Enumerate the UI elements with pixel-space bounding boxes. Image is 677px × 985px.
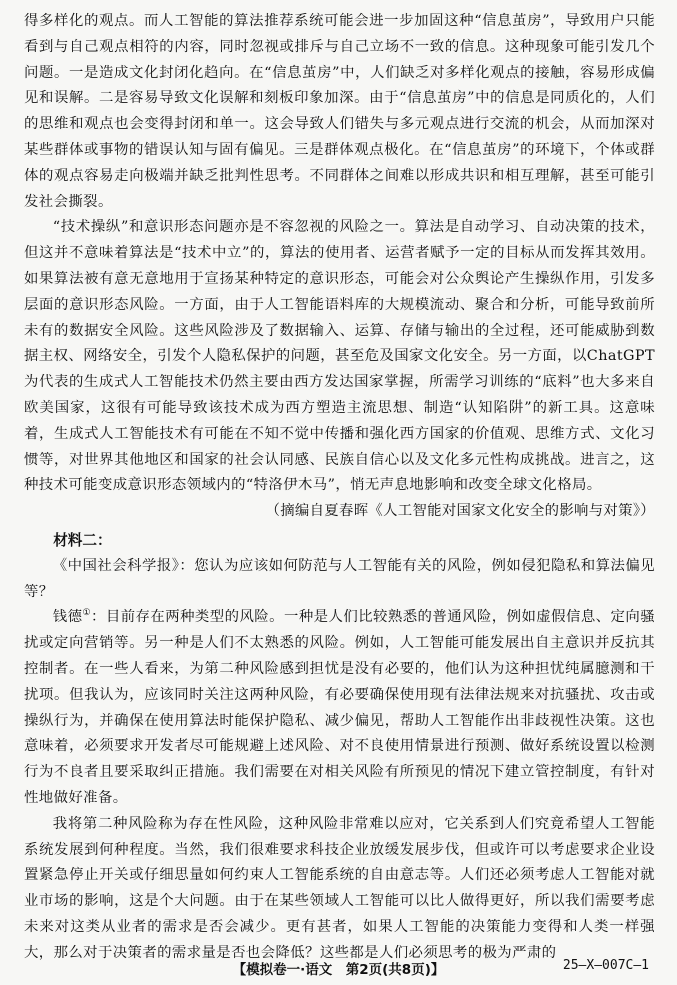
page-footer <box>0 958 677 980</box>
interview-answer <box>24 605 655 811</box>
footer-page-info: 【模拟卷一·语文 第2页(共8页)】 <box>232 962 445 978</box>
footer-exam-code: 25—X—007C—1 <box>562 958 649 973</box>
source-citation: （摘编自夏春晖《人工智能对国家文化安全的影响与对策》） <box>265 503 655 520</box>
interview-question: 《中国社会科学报》：您认为应该如何防范与人工智能有关的风险，例如侵犯隐私和算法偏见等？ <box>24 557 655 600</box>
paragraph-existential-risk: 我将第二种风险称为存在性风险，这种风险非常难以应对，它关系到人们究竟希望人工智能系统发展到何种程度。当然，我们很难要求科技企业放缓发展步伐，但或许可以考虑要求企业设置紧急停止开关或仔细思量如何约束人工智能系统的自由意志等。人们还必须考虑人工智能对就业市场的影响，这是个大问题。由于在某些领域人工智能可以比人做得更好，所以我们需要考虑未来对这类从业者的需求是否会减少。更有甚者，如果人工智能的决策能力变得和人类一样强大，那么对于决策者的需求量是否也会降低？这些都是人们必须思考的极为严肃的 <box>24 815 655 961</box>
answer-text: ：目前存在两种类型的风险。一种是人们比较熟悉的普通风险，例如虚假信息、定向骚扰或定向营销等。另一种是人们不太熟悉的风险。例如，人工智能可能发展出自主意识并反抗其控制者。在一些人看来，为第二种风险感到担忧是没有必要的，他们认为这种担忧纯属臆测和干扰项。但我认为，应该同时关注这两种风险，有必要确保使用现有法律法规来对抗骚扰、攻击或操纵行为，并确保在使用算法时能保护隐私、减少偏见，帮助人工智能作出非歧视性决策。这也意味着，必须要求开发者尽可能规避上述风险、对不良使用情景进行预测、做好系统设置以检测行为不良者且要采取纠正措施。我们需要在对相关风险有所预见的情况下建立管控制度，有针对性地做好准备。 <box>24 609 655 806</box>
footnote-marker: ① <box>82 608 92 619</box>
speaker-name: 钱德 <box>52 609 83 626</box>
material-two-heading: 材料二： <box>53 531 112 549</box>
paragraph-technology-manipulation: “技术操纵”和意识形态问题亦是不容忽视的风险之一。算法是自动学习、自动决策的技术，但这并不意味着算法是“技术中立”的，算法的使用者、运营者赋予一定的目标从而发挥其效用。如果算法被有意无意地用于宣扬某种特定的意识形态，可能会对公众舆论产生操纵作用，引发多层面的意识形态风险。一方面，由于人工智能语料库的大规模流动、聚合和分析，可能导致前所未有的数据安全风险。这些风险涉及了数据输入、运算、存储与输出的全过程，还可能威胁到数据主权、网络安全，引发个人隐私保护的问题，甚至危及国家文化安全。另一方面，以ChatGPT为代表的生成式人工智能技术仍然主要由西方发达国家掌握，所需学习训练的“底料”也大多来自欧美国家，这很有可能导致该技术成为西方塑造主流思想、制造“认知陷阱”的新工具。这意味着，生成式人工智能技术有可能在不知不觉中传播和强化西方国家的价值观、思维方式、文化习惯等，对世界其他地区和国家的社会认同感、民族自信心以及文化多元性构成挑战。进言之，这种技术可能变成意识形态领域内的“特洛伊木马”，悄无声息地影响和改变全球文化格局。 <box>24 219 655 494</box>
paragraph-continuation: 得多样化的观点。而人工智能的算法推荐系统可能会进一步加固这种“信息茧房”，导致用户只能看到与自己观点相符的内容，同时忽视或排斥与自己立场不一致的信息。这种现象可能引发几个问题。一是造成文化封闭化趋向。在“信息茧房”中，人们缺乏对多样化观点的接触，容易形成偏见和误解。二是容易导致文化误解和刻板印象加深。由于“信息茧房”中的信息是同质化的，人们的思维和观点也会变得封闭和单一。这会导致人们错失与多元观点进行交流的机会，从而加深对某些群体或事物的错误认知与固有偏见。三是群体观点极化。在“信息茧房”的环境下，个体或群体的观点容易走向极端并缺乏批判性思考。不同群体之间难以形成共识和相互理解，甚至可能引发社会撕裂。 <box>24 13 655 210</box>
